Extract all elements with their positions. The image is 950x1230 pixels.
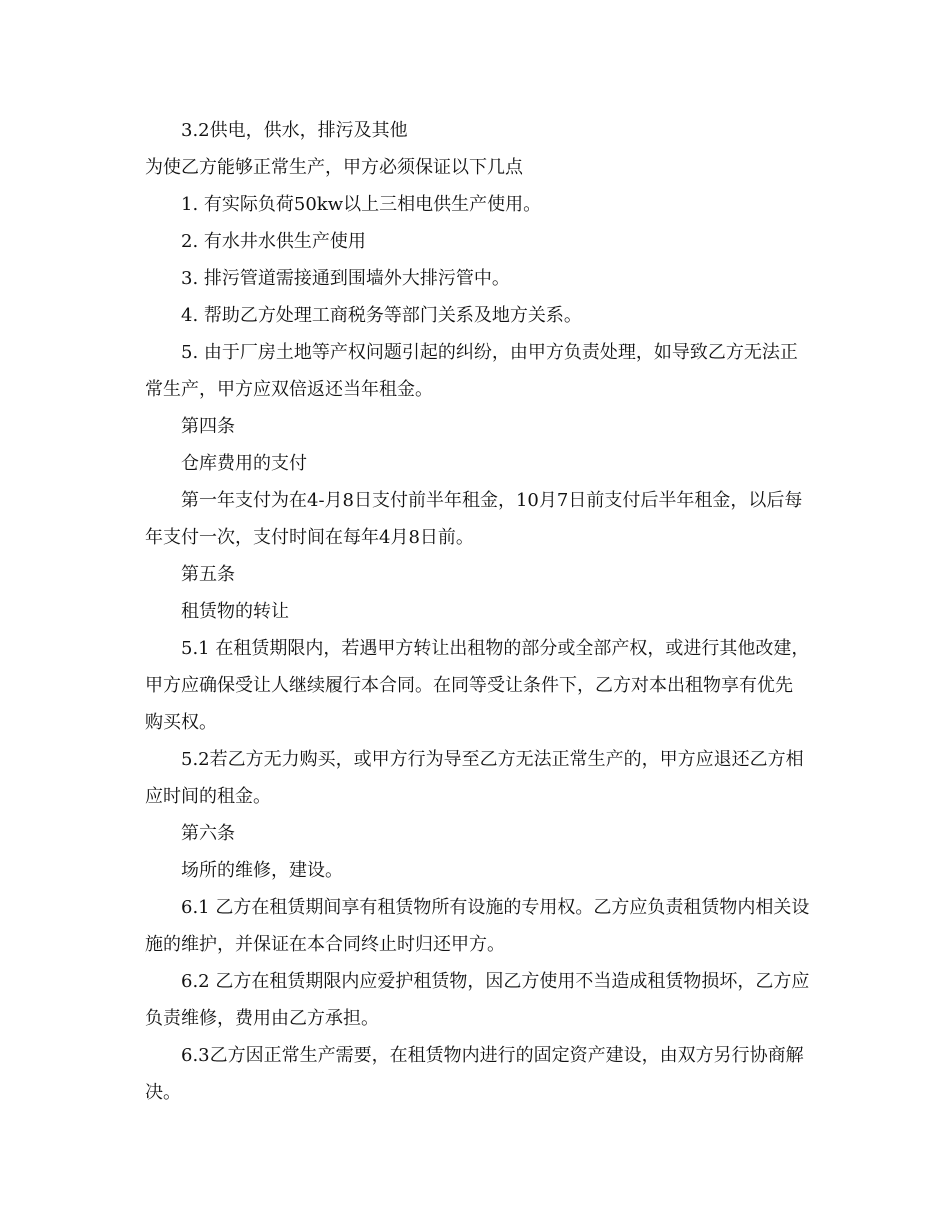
clause-5-1: 5.1 在租赁期限内，若遇甲方转让出租物的部分或全部产权，或进行其他改建，甲方应确保受让人继续履行本合同。在同等受让条件下，乙方对本出租物享有优先购买权。 xyxy=(145,638,810,733)
article-4-heading: 第四条 xyxy=(181,416,235,437)
list-item-4: 4. 帮助乙方处理工商税务等部门关系及地方关系。 xyxy=(181,305,582,326)
clause-6-1: 6.1 乙方在租赁期间享有租赁物所有设施的专用权。乙方应负责租赁物内相关设施的维护，并保证在本合同终止时归还甲方。 xyxy=(145,897,810,955)
article-5-heading: 第五条 xyxy=(181,564,235,585)
article-4-title: 仓库费用的支付 xyxy=(181,453,307,474)
list-item-2: 2. 有水井水供生产使用 xyxy=(181,231,366,252)
paragraph-3-2-heading: 3.2供电，供水，排污及其他 xyxy=(181,120,408,141)
article-4-body: 第一年支付为在4-月8日支付前半年租金，10月7日前支付后半年租金，以后每年支付一次，支付时间在每年4月8日前。 xyxy=(145,490,803,548)
clause-6-3: 6.3乙方因正常生产需要，在租赁物内进行的固定资产建设，由双方另行协商解决。 xyxy=(145,1045,804,1103)
article-6-heading: 第六条 xyxy=(181,823,235,844)
list-item-5: 5. 由于厂房土地等产权问题引起的纠纷，由甲方负责处理，如导致乙方无法正常生产，甲方应双倍返还当年租金。 xyxy=(145,342,798,400)
list-item-1: 1. 有实际负荷50kw以上三相电供生产使用。 xyxy=(181,194,542,215)
document-body xyxy=(145,112,810,1111)
paragraph-intro: 为使乙方能够正常生产，甲方必须保证以下几点 xyxy=(145,157,523,178)
article-5-title: 租赁物的转让 xyxy=(181,601,289,622)
clause-6-2: 6.2 乙方在租赁期限内应爱护租赁物，因乙方使用不当造成租赁物损坏，乙方应负责维修，费用由乙方承担。 xyxy=(145,971,810,1029)
list-item-3: 3. 排污管道需接通到围墙外大排污管中。 xyxy=(181,268,510,289)
clause-5-2: 5.2若乙方无力购买，或甲方行为导至乙方无法正常生产的，甲方应退还乙方相应时间的租金。 xyxy=(145,749,804,807)
article-6-title: 场所的维修，建设。 xyxy=(181,860,343,881)
